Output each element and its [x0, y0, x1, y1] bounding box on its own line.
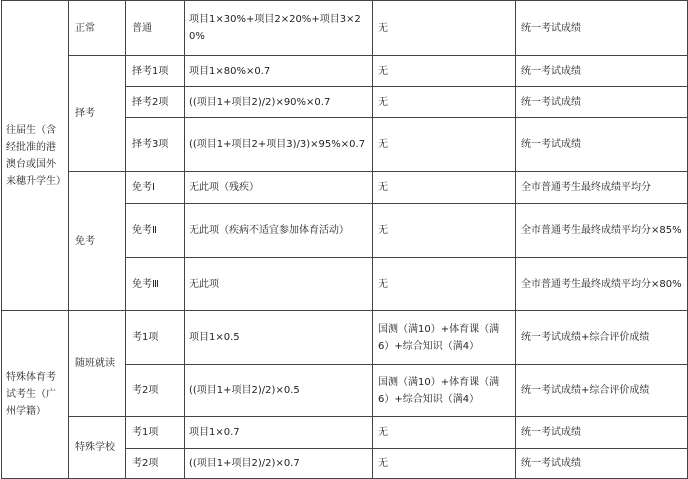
formula-cell: ((项目1+项目2)/2)×0.7	[185, 449, 373, 479]
item-cell: 择考2项	[126, 87, 185, 118]
item-cell: 考1项	[126, 311, 185, 365]
item-cell: 考2项	[126, 449, 185, 479]
formula-cell: 项目1×0.7	[185, 417, 373, 449]
extra-cell: 国测（满10）+体育课（满6）+综合知识（满4）	[373, 311, 516, 365]
result-cell: 统一考试成绩+综合评价成绩	[516, 311, 688, 365]
table-row	[2, 417, 688, 449]
formula-cell: 无此项	[185, 258, 373, 311]
result-cell: 全市普通考生最终成绩平均分	[516, 172, 688, 204]
subcategory-cell: 择考	[69, 56, 126, 172]
extra-cell: 无	[373, 1, 516, 56]
extra-cell: 无	[373, 56, 516, 87]
item-cell: 择考1项	[126, 56, 185, 87]
formula-cell: ((项目1+项目2)/2)×0.5	[185, 365, 373, 417]
formula-cell: 无此项（疾病不适宜参加体育活动）	[185, 204, 373, 258]
item-cell: 免考Ⅲ	[126, 258, 185, 311]
formula-cell: ((项目1+项目2)/2)×90%×0.7	[185, 87, 373, 118]
item-cell: 免考Ⅱ	[126, 204, 185, 258]
formula-cell: 无此项（残疾）	[185, 172, 373, 204]
item-cell: 免考Ⅰ	[126, 172, 185, 204]
result-cell: 统一考试成绩	[516, 118, 688, 172]
table-row	[2, 311, 688, 365]
subcategory-cell: 特殊学校	[69, 417, 126, 479]
result-cell: 统一考试成绩	[516, 56, 688, 87]
item-cell: 考2项	[126, 365, 185, 417]
subcategory-cell: 正常	[69, 1, 126, 56]
extra-cell: 无	[373, 417, 516, 449]
category-cell: 往届生（含经批准的港澳台或国外来穗升学生）	[2, 1, 69, 311]
result-cell: 全市普通考生最终成绩平均分×80%	[516, 258, 688, 311]
result-cell: 统一考试成绩	[516, 1, 688, 56]
item-cell: 普通	[126, 1, 185, 56]
result-cell: 统一考试成绩	[516, 417, 688, 449]
extra-cell: 无	[373, 118, 516, 172]
result-cell: 统一考试成绩+综合评价成绩	[516, 365, 688, 417]
formula-cell: 项目1×0.5	[185, 311, 373, 365]
table-row	[2, 56, 688, 87]
score-rules-table	[1, 0, 688, 479]
result-cell: 统一考试成绩	[516, 449, 688, 479]
formula-cell: ((项目1+项目2+项目3)/3)×95%×0.7	[185, 118, 373, 172]
extra-cell: 无	[373, 87, 516, 118]
extra-cell: 无	[373, 258, 516, 311]
item-cell: 择考3项	[126, 118, 185, 172]
extra-cell: 国测（满10）+体育课（满6）+综合知识（满4）	[373, 365, 516, 417]
table-row	[2, 172, 688, 204]
result-cell: 全市普通考生最终成绩平均分×85%	[516, 204, 688, 258]
category-cell: 特殊体育考试考生（广州学籍）	[2, 311, 69, 479]
subcategory-cell: 随班就读	[69, 311, 126, 417]
subcategory-cell: 免考	[69, 172, 126, 311]
item-cell: 考1项	[126, 417, 185, 449]
table-row	[2, 1, 688, 56]
formula-cell: 项目1×80%×0.7	[185, 56, 373, 87]
extra-cell: 无	[373, 172, 516, 204]
formula-cell: 项目1×30%+项目2×20%+项目3×20%	[185, 1, 373, 56]
extra-cell: 无	[373, 204, 516, 258]
result-cell: 统一考试成绩	[516, 87, 688, 118]
extra-cell: 无	[373, 449, 516, 479]
